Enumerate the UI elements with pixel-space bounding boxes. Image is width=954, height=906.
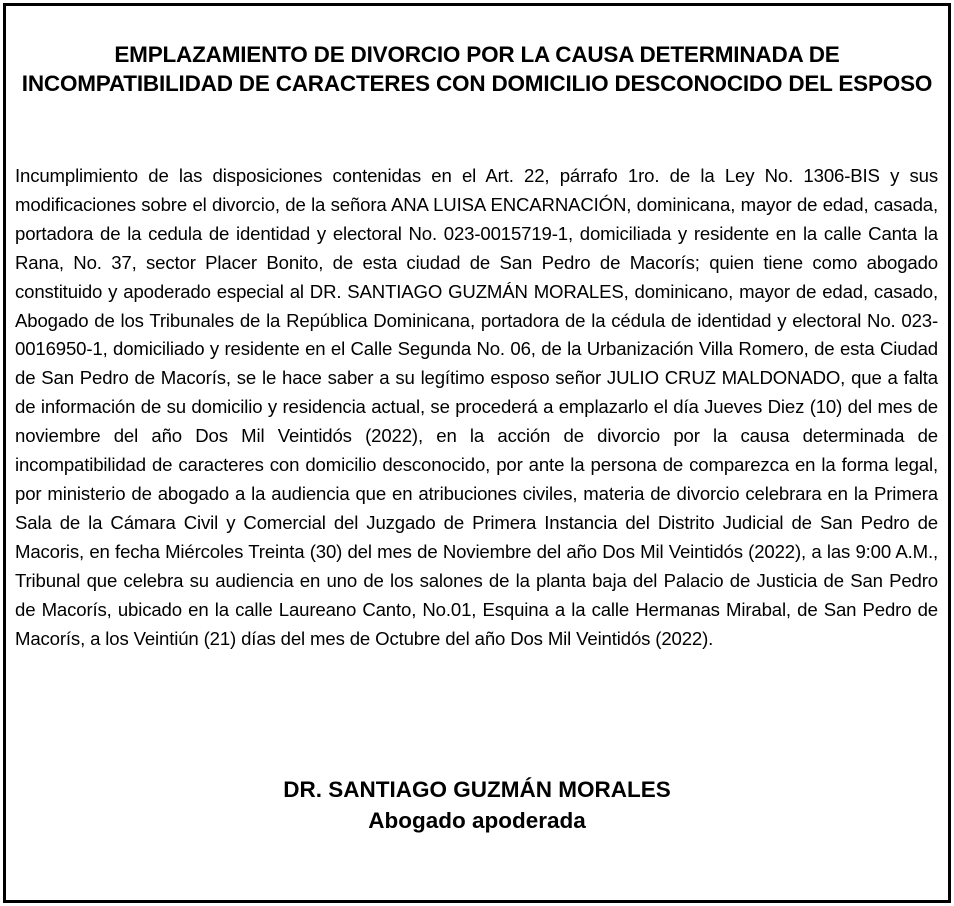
notice-title: EMPLAZAMIENTO DE DIVORCIO POR LA CAUSA DETERMINADA DE INCOMPATIBILIDAD DE CARACTERES CON DOMICILIO DESCONOCIDO DEL ESPOSO bbox=[21, 42, 933, 96]
signer-name: DR. SANTIAGO GUZMÁN MORALES bbox=[283, 777, 671, 802]
notice-body: Incumplimiento de las disposiciones contenidas en el Art. 22, párrafo 1ro. de la Ley No. 1306-BIS y sus modificaciones sobre el divorcio, de la señora ANA LUISA ENCARNACIÓN, dominicana, mayor de edad, casada, portadora de la cedula de identidad y electoral No. 023-0015719-1, domiciliada y residente en la calle Canta la Rana, No. 37, sector Placer Bonito, de esta ciudad de San Pedro de Macorís; quien tiene como abogado constituido y apoderado especial al DR. SANTIAGO GUZMÁN MORALES, dominicano, mayor de edad, casado, Abogado de los Tribunales de la República Dominicana, portadora de la cédula de identidad y electoral No. 023-0016950-1, domiciliado y residente en el Calle Segunda No. 06, de la Urbanización Villa Romero, de esta Ciudad de San Pedro de Macorís, se le hace saber a su legítimo esposo señor JULIO CRUZ MALDONADO, que a falta de información de su domicilio y residencia actual, se procederá a emplazarlo el día Jueves Diez (10) del mes de noviembre del año Dos Mil Veintidós (2022), en la acción de divorcio por la causa determinada de incompatibilidad de caracteres con domicilio desconocido, por ante la persona de comparezca en la forma legal, por ministerio de abogado a la audiencia que en atribuciones civiles, materia de divorcio celebrara en la Primera Sala de la Cámara Civil y Comercial del Juzgado de Primera Instancia del Distrito Judicial de San Pedro de Macoris, en fecha Miércoles Treinta (30) del mes de Noviembre del año Dos Mil Veintidós (2022), a las 9:00 A.M., Tribunal que celebra su audiencia en uno de los salones de la planta baja del Palacio de Justicia de San Pedro de Macorís, ubicado en la calle Laureano Canto, No.01, Esquina a la calle Hermanas Mirabal, de San Pedro de Macorís, a los Veintiún (21) días del mes de Octubre del año Dos Mil Veintidós (2022). bbox=[15, 165, 938, 649]
signer-role: Abogado apoderada bbox=[368, 808, 586, 833]
